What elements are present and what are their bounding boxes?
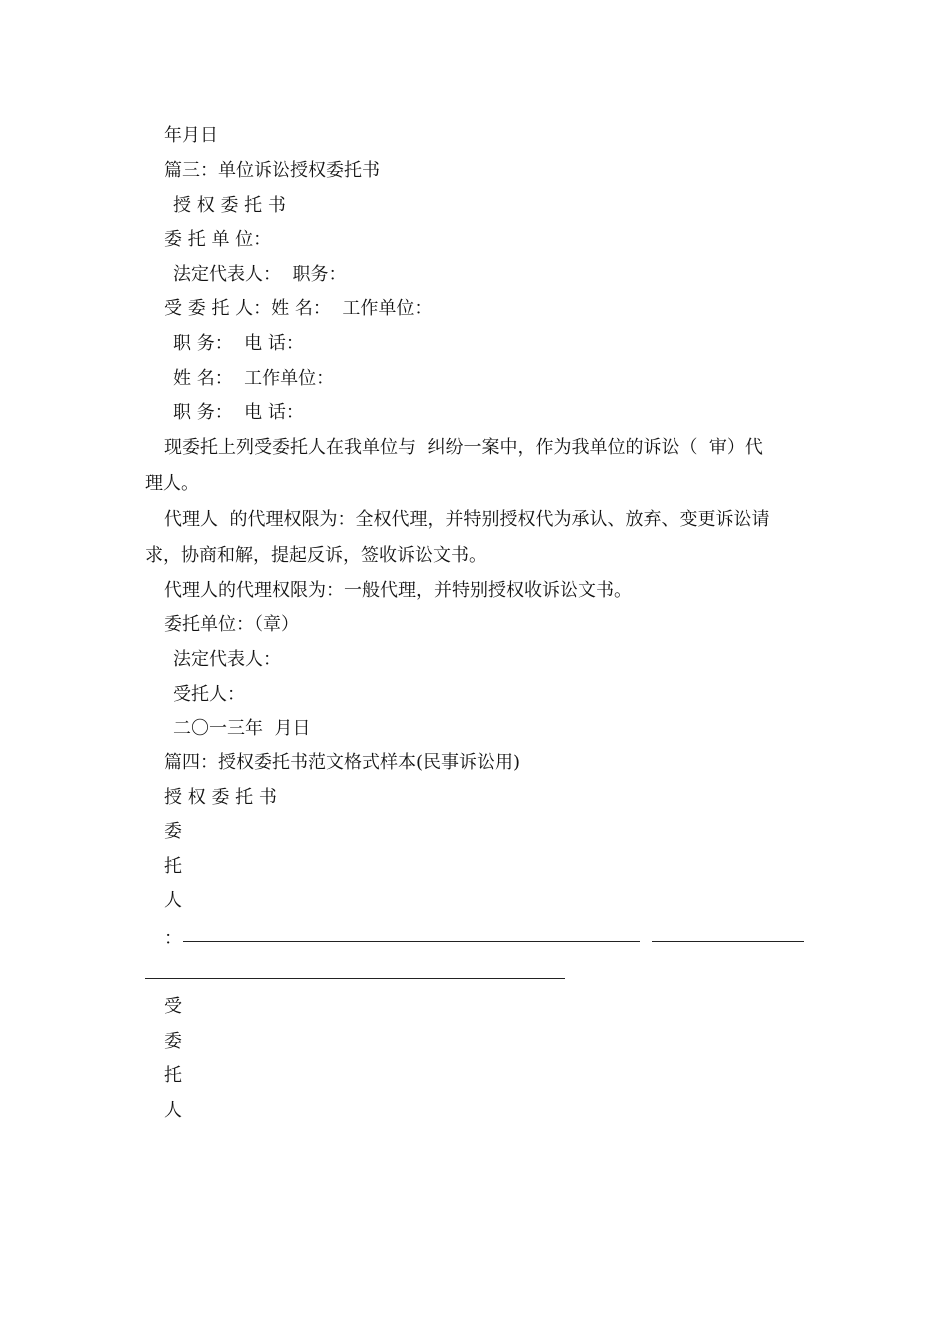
agent-name-field: 受 委 托 人：姓 名： 工作单位： — [164, 298, 433, 319]
agent-signature-line: 受托人： — [173, 684, 245, 705]
full-authority-paragraph-line-1: 代理人 的代理权限为：全权代理，并特别授权代为承认、放弃、变更诉讼请 — [164, 509, 770, 530]
vertical-label-char-3: 人 — [164, 890, 182, 911]
colon-label: ： — [164, 928, 182, 949]
second-agent-name-field: 姓 名： 工作单位： — [173, 368, 335, 389]
vertical-label-char-5: 委 — [164, 1031, 182, 1052]
authorization-heading: 授 权 委 托 书 — [173, 195, 286, 216]
entrusting-unit-field: 委 托 单 位： — [164, 229, 272, 250]
legal-representative-field: 法定代表人： 职务： — [173, 264, 347, 285]
general-authority-paragraph: 代理人的代理权限为：一般代理，并特别授权收诉讼文书。 — [164, 580, 632, 601]
vertical-label-char-1: 委 — [164, 821, 182, 842]
full-authority-paragraph-line-2: 求，协商和解，提起反诉，签收诉讼文书。 — [145, 545, 487, 566]
date-line-bottom: 二〇一三年 月日 — [173, 718, 311, 739]
section-four-title: 篇四：授权委托书范文格式样本(民事诉讼用) — [164, 752, 521, 773]
entrusting-unit-seal-line: 委托单位：（章） — [164, 614, 299, 635]
vertical-label-char-7: 人 — [164, 1100, 182, 1121]
second-agent-position-phone-field: 职 务： 电 话： — [173, 402, 304, 423]
agent-position-phone-field: 职 务： 电 话： — [173, 333, 304, 354]
fill-in-line-3 — [145, 978, 565, 979]
vertical-label-char-2: 托 — [164, 856, 182, 877]
section-three-title: 篇三：单位诉讼授权委托书 — [164, 160, 380, 181]
vertical-label-char-6: 托 — [164, 1065, 182, 1086]
date-line-top: 年月日 — [164, 125, 218, 146]
fill-in-line-2 — [652, 941, 804, 942]
entrustment-paragraph-line-2: 理人。 — [145, 473, 199, 494]
vertical-label-char-4: 受 — [164, 996, 182, 1017]
fill-in-line-1 — [183, 941, 640, 942]
legal-representative-signature-line: 法定代表人： — [173, 649, 281, 670]
authorization-heading-2: 授 权 委 托 书 — [164, 787, 277, 808]
entrustment-paragraph-line-1: 现委托上列受委托人在我单位与 纠纷一案中，作为我单位的诉讼（ 审）代 — [164, 437, 763, 458]
